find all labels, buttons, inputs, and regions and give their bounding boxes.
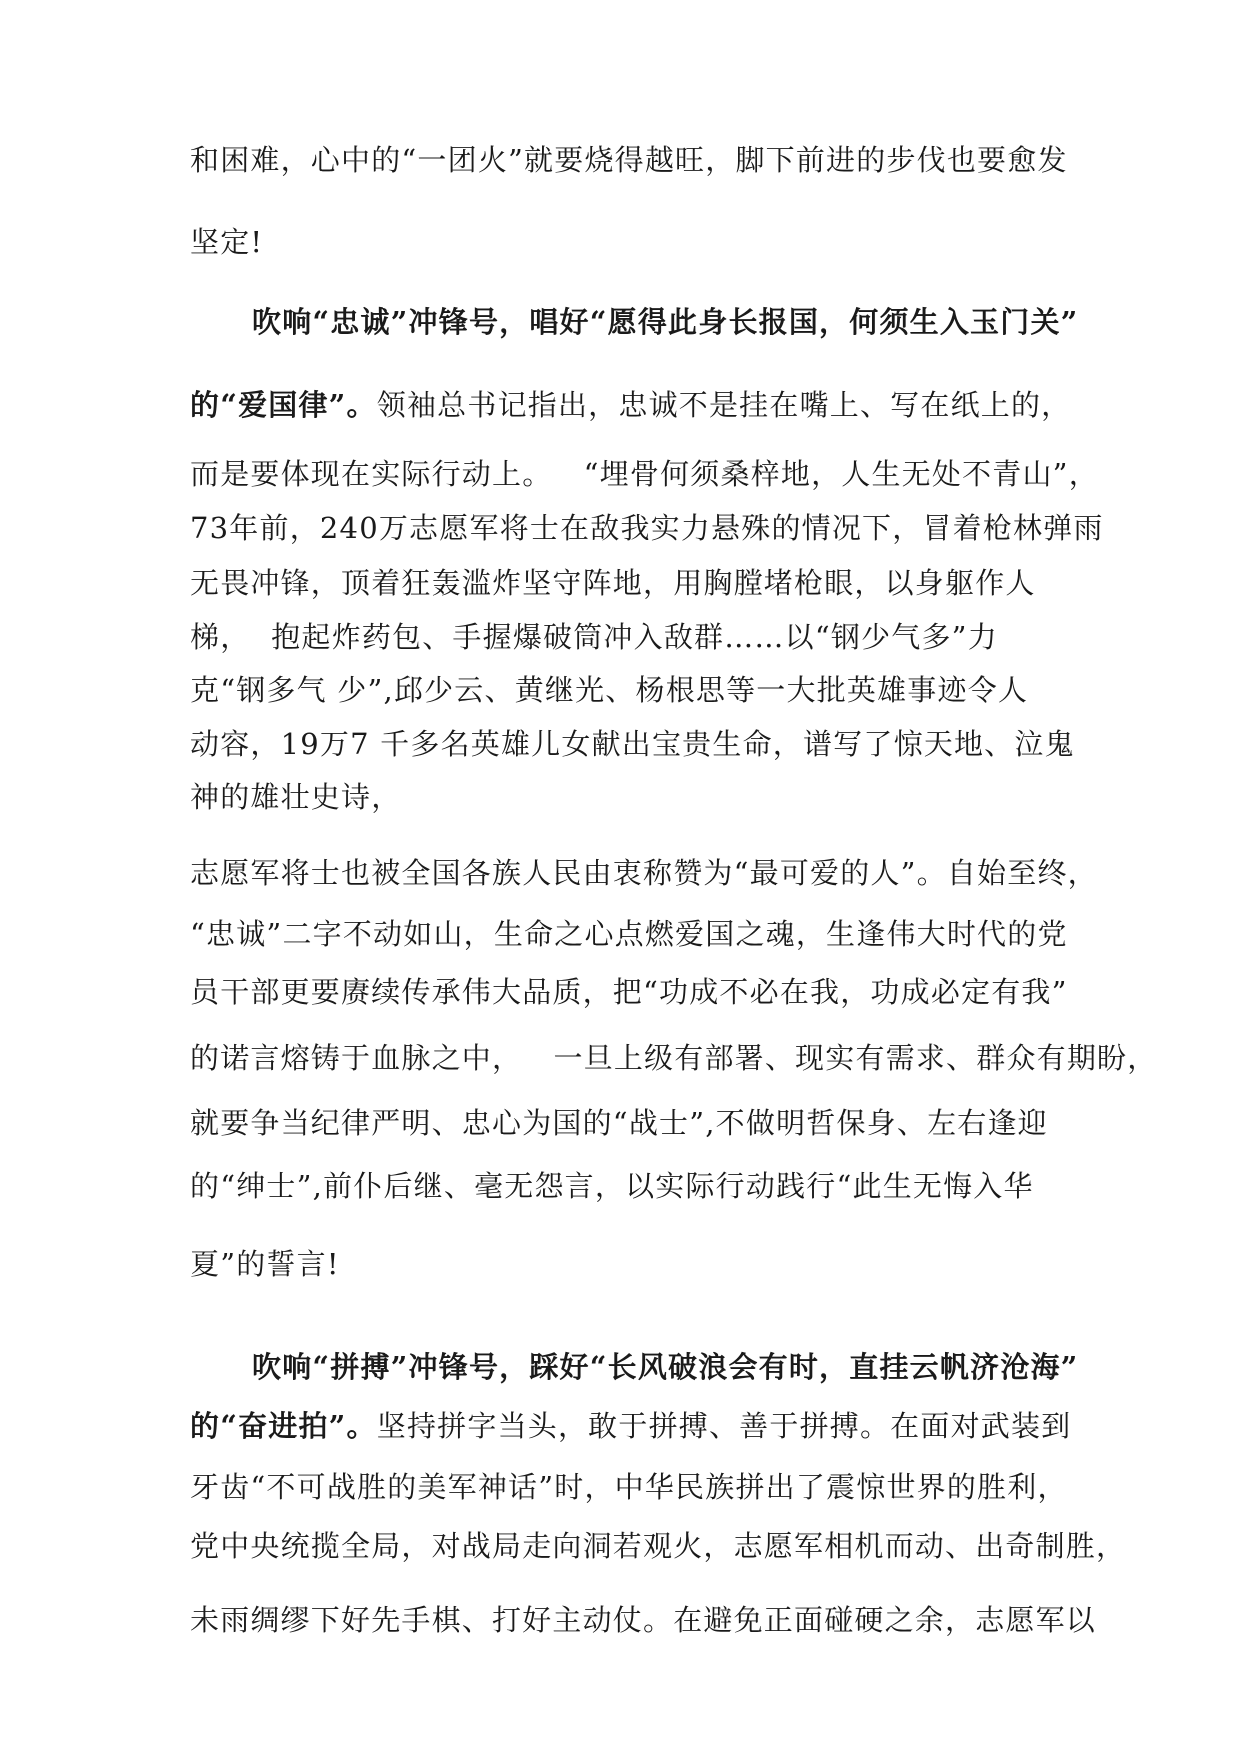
body-text-line: 73年前，240万志愿军将士在敌我实力悬殊的情况下，冒着枪林弹雨 <box>190 511 1104 545</box>
body-text-line: 神的雄壮史诗， <box>190 780 402 814</box>
body-text: 领袖总书记指出，忠诚不是挂在嘴上、写在纸上的， <box>376 388 1072 422</box>
body-text-line: 的“绅士”,前仆后继、毫无怨言，以实际行动践行“此生无悔入华 <box>190 1169 1034 1203</box>
section-heading: 吹响“拼搏”冲锋号，踩好“长风破浪会有时，直挂云帆济沧海” <box>252 1350 1079 1384</box>
body-text-line: 和困难，心中的“一团火”就要烧得越旺，脚下前进的步伐也要愈发 <box>190 143 1068 177</box>
section-heading-continued <box>190 385 1071 425</box>
body-text: 坚持拼字当头，敢于拼搏、善于拼搏。在面对武装到 <box>376 1409 1072 1443</box>
section-heading: 吹响“忠诚”冲锋号，唱好“愿得此身长报国，何须生入玉门关” <box>252 305 1079 339</box>
heading-tail: 的“爱国律”。 <box>190 388 377 422</box>
body-text-line: 就要争当纪律严明、忠心为国的“战士”,不做明哲保身、左右逢迎 <box>190 1106 1048 1140</box>
section-heading-continued <box>190 1406 1071 1446</box>
body-text-line: 夏”的誓言! <box>190 1247 340 1281</box>
body-text-line: 党中央统揽全局，对战局走向洞若观火，志愿军相机而动、出奇制胜， <box>190 1529 1127 1563</box>
heading-tail: 的“奋进拍”。 <box>190 1409 377 1443</box>
body-text-line: 牙齿“不可战胜的美军神话”时，中华民族拼出了震惊世界的胜利， <box>190 1470 1068 1504</box>
body-text-line: 坚定! <box>190 225 264 259</box>
body-text-line: 员干部更要赓续传承伟大品质，把“功成不必在我，功成必定有我” <box>190 975 1068 1009</box>
body-text-line: 梯， 抱起炸药包、手握爆破筒冲入敌群……以“钢少气多”力 <box>190 620 998 654</box>
body-text-line: 克“钢多气 少”,邱少云、黄继光、杨根思等一大批英雄事迹令人 <box>190 673 1029 707</box>
body-text-line: 而是要体现在实际行动上。 “埋骨何须桑梓地，人生无处不青山”， <box>190 457 1099 491</box>
body-text-line: 未雨绸缪下好先手棋、打好主动仗。在避免正面碰硬之余，志愿军以 <box>190 1603 1097 1637</box>
body-text-line: 志愿军将士也被全国各族人民由衷称赞为“最可爱的人”。自始至终， <box>190 856 1098 890</box>
body-text-line: “忠诚”二字不动如山，生命之心点燃爱国之魂，生逢伟大时代的党 <box>190 917 1068 951</box>
body-text-line: 动容，19万7 千多名英雄儿女献出宝贵生命，谱写了惊天地、泣鬼 <box>190 727 1075 761</box>
body-text-line: 无畏冲锋，顶着狂轰滥炸坚守阵地，用胸膛堵枪眼，以身躯作人 <box>190 566 1036 600</box>
body-text-line: 的诺言熔铸于血脉之中， 一旦上级有部署、现实有需求、群众有期盼， <box>190 1041 1158 1075</box>
